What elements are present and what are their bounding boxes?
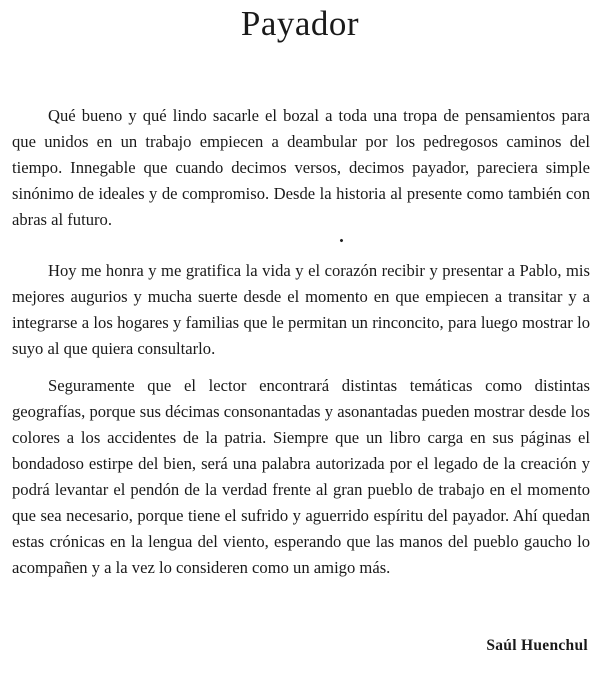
author-signature: Saúl Huenchul bbox=[486, 637, 588, 654]
paragraph-2: Hoy me honra y me gratifica la vida y el corazón recibir y presentar a Pablo, mis mejores augurios y mucha suerte desde el momento en que empiecen a transitar y a integrarse a los hogares y familias que le permitan un rinconcito, para luego mostrar lo suyo al que quiera consultarlo. bbox=[12, 261, 590, 358]
paragraph-3: Seguramente que el lector encontrará distintas temáticas como distintas geografías, porque sus décimas consonantadas y asonantadas pueden mostrar desde los colores a los accidentes de la patria. Siempre que un libro carga en sus páginas el bondadoso estirpe del bien, será una palabra autorizada por el legado de la creación y podrá levantar el pendón de la verdad frente al gran pueblo de trabajo en el momento que sea necesario, porque tiene el sufrido y aguerrido espíritu del payador. Ahí quedan estas crónicas en la lengua del viento, esperando que las manos del pueblo gaucho lo acompañen y a la vez lo consideren como un amigo más. bbox=[12, 376, 590, 577]
ink-speck bbox=[339, 238, 343, 242]
paragraph-1: Qué bueno y qué lindo sacarle el bozal a toda una tropa de pensamientos para que unidos en un trabajo empiecen a deambular por los pedregosos caminos del tiempo. Innegable que cuando decimos versos, decimos payador, pareciera simple sinónimo de ideales y de compromiso. Desde la historia al presente como también con abras al futuro. bbox=[12, 106, 590, 229]
page-title: Payador bbox=[240, 4, 360, 43]
